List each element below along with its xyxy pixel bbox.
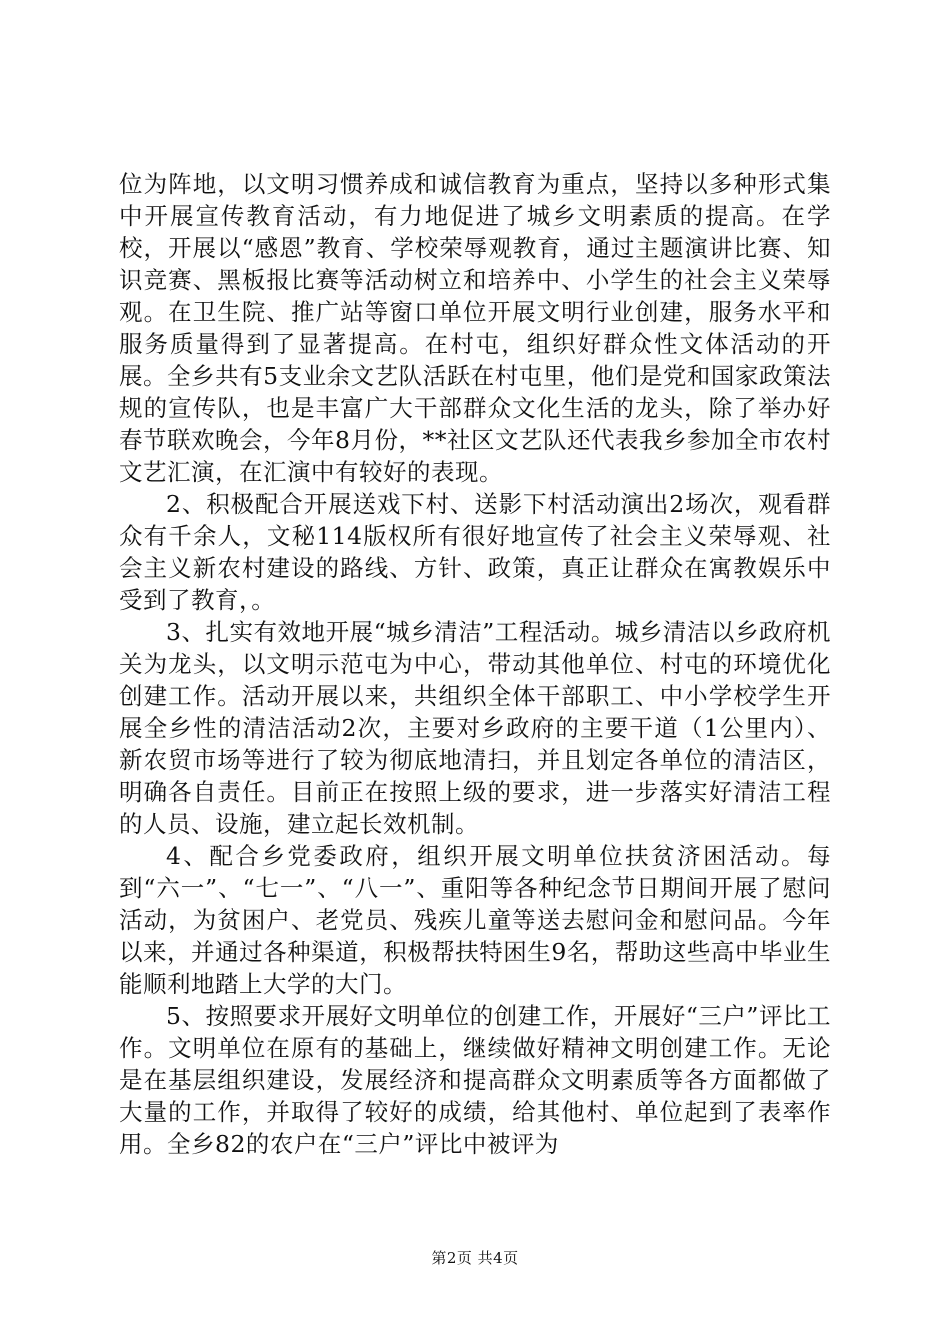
paragraph-continued: 位为阵地，以文明习惯养成和诚信教育为重点，坚持以多种形式集中开展宣传教育活动，有力地促进了城乡文明素质的提高。在学校，开展以“感恩”教育、学校荣辱观教育，通过主题演讲比赛、知识竞赛、黑板报比赛等活动树立和培养中、小学生的社会主义荣辱观。在卫生院、推广站等窗口单位开展文明行业创建，服务水平和服务质量得到了显著提高。在村屯，组织好群众性文体活动的开展。全乡共有5支业余文艺队活跃在村屯里，他们是党和国家政策法规的宣传队，也是丰富广大干部群众文化生活的龙头，除了举办好春节联欢晚会，今年8月份，**社区文艺队还代表我乡参加全市农村文艺汇演，在汇演中有较好的表现。 <box>119 170 831 486</box>
document-body <box>119 168 831 1160</box>
paragraph-item-4: 4、配合乡党委政府，组织开展文明单位扶贫济困活动。每到“六一”、“七一”、“八一”、重阳等各种纪念节日期间开展了慰问活动，为贫困户、老党员、残疾儿童等送去慰问金和慰问品。今年以来，并通过各种渠道，积极帮扶特困生9名，帮助这些高中毕业生能顺利地踏上大学的大门。 <box>119 842 831 998</box>
paragraph-item-2: 2、积极配合开展送戏下村、送影下村活动演出2场次，观看群众有千余人，文秘114版权所有很好地宣传了社会主义荣辱观、社会主义新农村建设的路线、方针、政策，真正让群众在寓教娱乐中受到了教育，。 <box>119 490 831 614</box>
page-footer: 第2页 共4页 <box>431 1249 519 1267</box>
paragraph-item-3: 3、扎实有效地开展“城乡清洁”工程活动。城乡清洁以乡政府机关为龙头，以文明示范屯为中心，带动其他单位、村屯的环境优化创建工作。活动开展以来，共组织全体干部职工、中小学校学生开展全乡性的清洁活动2次，主要对乡政府的主要干道（1公里内）、新农贸市场等进行了较为彻底地清扫，并且划定各单位的清洁区，明确各自责任。目前正在按照上级的要求，进一步落实好清洁工程的人员、设施，建立起长效机制。 <box>119 618 831 838</box>
paragraph-item-5: 5、按照要求开展好文明单位的创建工作，开展好“三户”评比工作。文明单位在原有的基础上，继续做好精神文明创建工作。无论是在基层组织建设，发展经济和提高群众文明素质等各方面都做了大量的工作，并取得了较好的成绩，给其他村、单位起到了表率作用。全乡82的农户在“三户”评比中被评为 <box>119 1002 831 1158</box>
